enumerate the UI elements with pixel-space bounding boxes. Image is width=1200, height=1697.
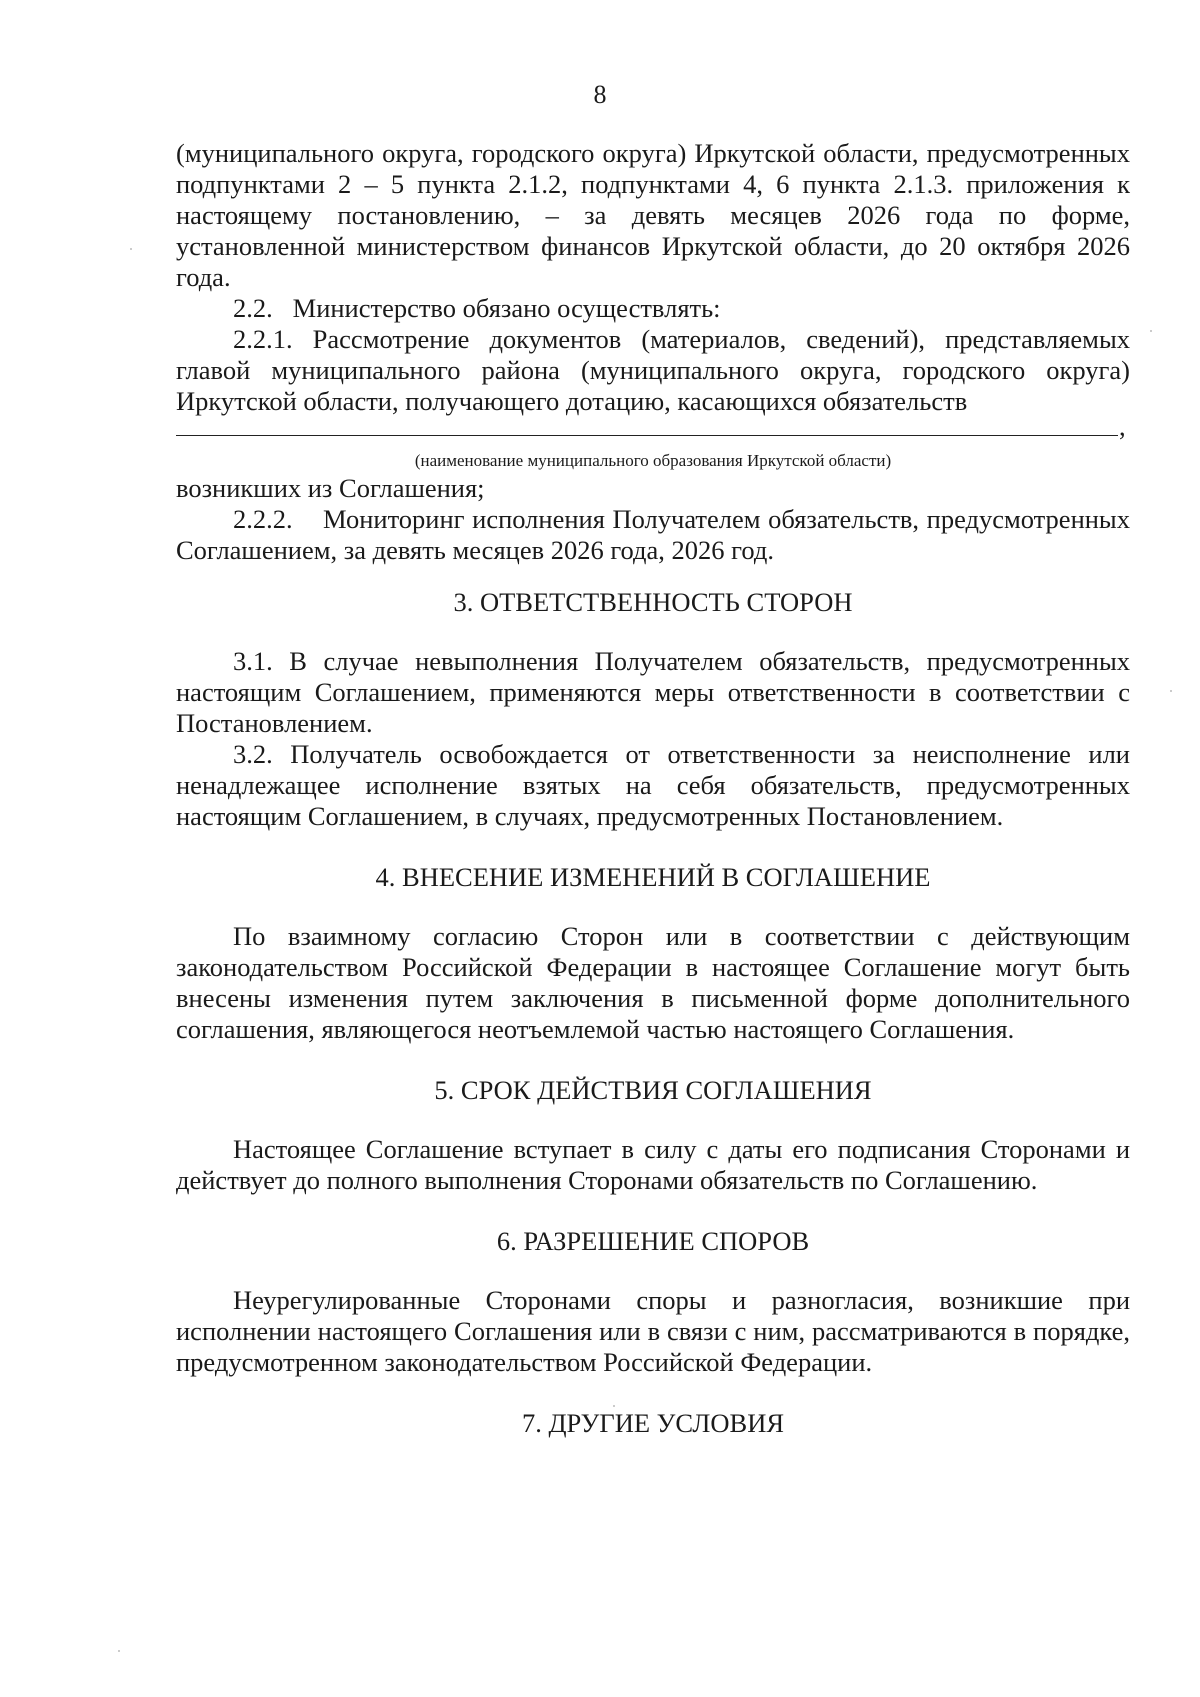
fill-in-blank	[176, 411, 1130, 459]
paragraph-2-2-2: 2.2.2. Мониторинг исполнения Получателем обязательств, предусмотренных Соглашением, за девять месяцев 2026 года, 2026 год.	[176, 504, 1137, 565]
scan-speck	[118, 1650, 120, 1652]
scan-speck	[613, 1405, 615, 1407]
scan-speck	[130, 248, 132, 250]
section-5-title: 5. СРОК ДЕЙСТВИЯ СОГЛАШЕНИЯ	[434, 1075, 872, 1105]
paragraph-3-2: 3.2. Получатель освобождается от ответственности за неисполнение или ненадлежащее исполнение взятых на себя обязательств, предусмотренных настоящим Соглашением, в случаях, предусмотренных Постановлением.	[176, 739, 1130, 831]
scan-speck	[1150, 330, 1152, 332]
page-number: 8	[593, 80, 607, 109]
scan-speck	[1170, 690, 1172, 692]
section-7-title: 7. ДРУГИЕ УСЛОВИЯ	[521, 1408, 785, 1438]
paragraph-2-2-1: 2.2.1. Рассмотрение документов (материалов, сведений), представляемых главой муниципального района (муниципального округа, городского округа) Иркутской области, получающего дотацию, касающихся обязательств	[176, 324, 1130, 416]
paragraph-continuation: (муниципального округа, городского округа) Иркутской области, предусмотренных подпунктами 2 – 5 пункта 2.1.2, подпунктами 4, 6 пункта 2.1.3. приложения к настоящему постановлению, – за девять месяцев 2026 года по форме, установленной министерством финансов Иркутской области, до 20 октября 2026 года.	[176, 138, 1130, 292]
fill-in-line	[176, 435, 1118, 436]
fill-in-comma: ,	[1119, 411, 1126, 441]
paragraph-6: Неурегулированные Сторонами споры и разногласия, возникшие при исполнении настоящего Соглашения или в связи с ним, рассматриваются в порядке, предусмотренном законодательством Российской Федерации.	[176, 1285, 1130, 1377]
section-3-title: 3. ОТВЕТСТВЕННОСТЬ СТОРОН	[453, 587, 853, 617]
section-6-title: 6. РАЗРЕШЕНИЕ СПОРОВ	[496, 1226, 810, 1256]
paragraph-arising: возникших из Соглашения;	[176, 473, 485, 503]
document-body	[176, 138, 1137, 1467]
paragraph-2-2: 2.2. Министерство обязано осуществлять:	[233, 293, 721, 323]
fill-in-caption: (наименование муниципального образования Иркутской области)	[414, 451, 892, 470]
paragraph-4: По взаимному согласию Сторон или в соответствии с действующим законодательством Российской Федерации в настоящее Соглашение могут быть внесены изменения путем заключения в письменной форме дополнительного соглашения, являющегося неотъемлемой частью настоящего Соглашения.	[176, 921, 1130, 1044]
section-4-title: 4. ВНЕСЕНИЕ ИЗМЕНЕНИЙ В СОГЛАШЕНИЕ	[375, 862, 931, 892]
paragraph-3-1: 3.1. В случае невыполнения Получателем обязательств, предусмотренных настоящим Соглашением, применяются меры ответственности в соответствии с Постановлением.	[176, 646, 1130, 738]
paragraph-5: Настоящее Соглашение вступает в силу с даты его подписания Сторонами и действует до полного выполнения Сторонами обязательств по Соглашению.	[176, 1134, 1130, 1195]
